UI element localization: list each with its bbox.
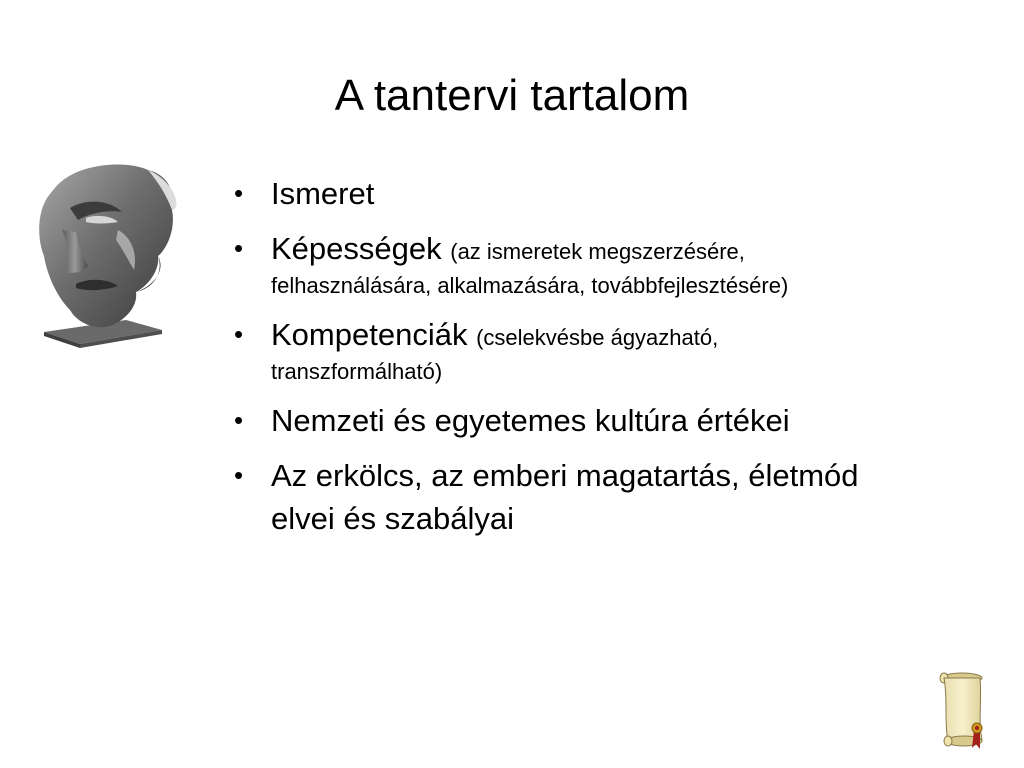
bullet-text: Nemzeti és egyetemes kultúra értékei	[271, 403, 790, 438]
bullet-detail-line: felhasználására, alkalmazására, továbbfejlesztésére)	[271, 273, 789, 298]
bullet-detail: (az ismeretek megszerzésére,	[450, 239, 745, 264]
face-sculpture-icon	[26, 160, 190, 350]
bullet-text: Ismeret	[271, 176, 375, 211]
bullet-item	[230, 454, 990, 540]
parchment-scroll-icon	[936, 670, 992, 750]
bullet-dot: •	[234, 460, 244, 490]
bullet-text: Kompetenciák	[271, 317, 468, 352]
bullet-text: Képességek	[271, 231, 442, 266]
bullet-item	[230, 399, 990, 442]
bullet-detail: (cselekvésbe ágyazható,	[476, 325, 719, 350]
bullet-detail-line: transzformálható)	[271, 359, 443, 384]
bullet-text: Az erkölcs, az emberi magatartás, életmód	[271, 458, 859, 493]
bullet-dot: •	[234, 319, 244, 349]
bullet-list	[230, 172, 990, 552]
bullet-dot: •	[234, 233, 244, 263]
bullet-item	[230, 172, 990, 215]
bullet-dot: •	[234, 178, 244, 208]
bullet-item	[230, 313, 990, 387]
bullet-item	[230, 227, 990, 301]
bullet-dot: •	[234, 405, 244, 435]
slide-title: A tantervi tartalom	[334, 71, 690, 120]
bullet-text-line-2: elvei és szabályai	[271, 501, 514, 536]
